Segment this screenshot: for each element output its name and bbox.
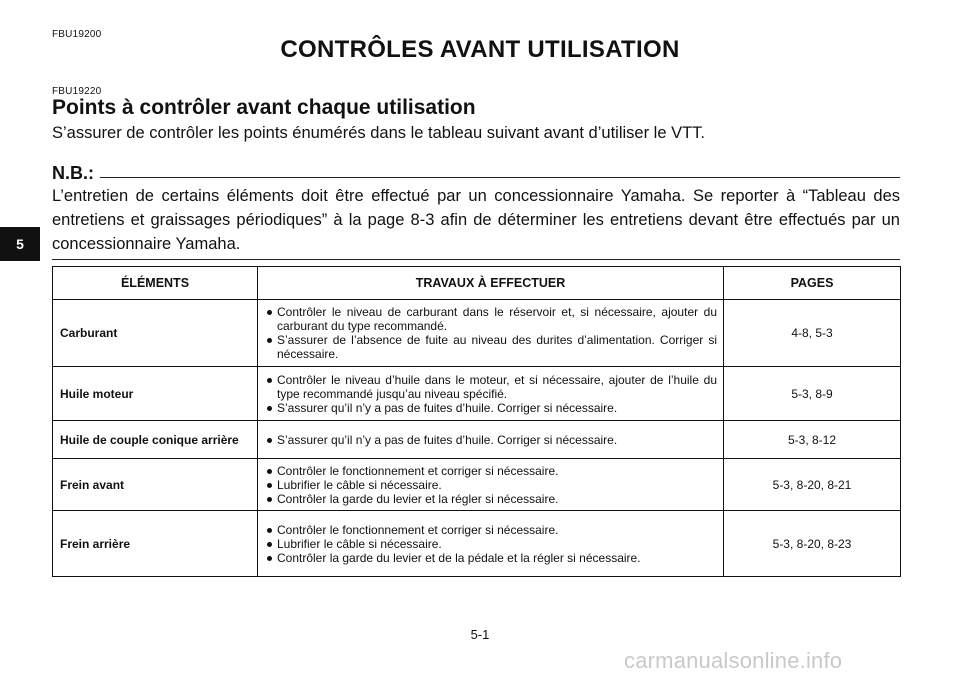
column-header-tasks: TRAVAUX À EFFECTUER — [258, 267, 724, 300]
bullet-icon — [267, 438, 272, 443]
page-number: 5-1 — [470, 627, 490, 642]
tasks-cell — [258, 367, 724, 421]
note-bottom-rule — [52, 259, 900, 260]
document-code: FBU19200 — [52, 29, 102, 40]
note-top-rule — [100, 177, 900, 178]
tasks-cell — [258, 511, 724, 577]
bullet-icon — [267, 310, 272, 315]
column-header-pages: PAGES — [724, 267, 901, 300]
pages-cell: 5-3, 8-9 — [724, 367, 901, 421]
bullet-icon — [267, 556, 272, 561]
pages-cell: 5-3, 8-20, 8-21 — [724, 459, 901, 511]
task-item: Lubrifier le câble si nécessaire. — [267, 537, 717, 551]
bullet-icon — [267, 469, 272, 474]
element-cell: Huile de couple conique arrière — [53, 421, 258, 459]
chapter-tab: 5 — [0, 227, 40, 261]
element-cell: Frein avant — [53, 459, 258, 511]
page-title: CONTRÔLES AVANT UTILISATION — [280, 36, 680, 63]
tasks-cell — [258, 300, 724, 367]
task-item: Contrôler la garde du levier et de la pédale et la régler si nécessaire. — [267, 551, 717, 565]
task-item: Contrôler le fonctionnement et corriger si nécessaire. — [267, 523, 717, 537]
bullet-icon — [267, 542, 272, 547]
note-text: L’entretien de certains éléments doit être effectué par un concessionnaire Yamaha. Se reporter à “Tableau des entretiens et graissages périodiques” à la page 8-3 afin de déterminer les entretiens devant être effectués par un concessionnaire Yamaha. — [52, 187, 900, 253]
bullet-icon — [267, 497, 272, 502]
column-header-elements: ÉLÉMENTS — [53, 267, 258, 300]
table-row — [53, 421, 901, 459]
bullet-icon — [267, 528, 272, 533]
task-item: Contrôler le niveau d’huile dans le moteur, et si nécessaire, ajouter de l’huile du type recommandé jusqu’au niveau spécifié. — [267, 373, 717, 401]
table-row — [53, 300, 901, 367]
bullet-icon — [267, 406, 272, 411]
watermark: carmanualsonline.info — [624, 648, 843, 673]
table-header-row — [53, 267, 901, 300]
task-item: Contrôler le niveau de carburant dans le réservoir et, si nécessaire, ajouter du carburant du type recommandé. — [267, 305, 717, 333]
tasks-cell — [258, 459, 724, 511]
pages-cell: 5-3, 8-12 — [724, 421, 901, 459]
task-item: Contrôler le fonctionnement et corriger si nécessaire. — [267, 464, 717, 478]
table-row — [53, 459, 901, 511]
element-cell: Huile moteur — [53, 367, 258, 421]
table-row — [53, 511, 901, 577]
pages-cell: 4-8, 5-3 — [724, 300, 901, 367]
section-title: Points à contrôler avant chaque utilisation — [52, 96, 476, 119]
bullet-icon — [267, 338, 272, 343]
table-row — [53, 367, 901, 421]
section-code: FBU19220 — [52, 86, 102, 97]
task-item: S’assurer qu’il n’y a pas de fuites d’huile. Corriger si nécessaire. — [267, 401, 717, 415]
task-item: Contrôler la garde du levier et la régler si nécessaire. — [267, 492, 717, 506]
task-item: Lubrifier le câble si nécessaire. — [267, 478, 717, 492]
note-label: N.B.: — [52, 163, 94, 183]
task-item: S’assurer qu’il n’y a pas de fuites d’huile. Corriger si nécessaire. — [267, 433, 717, 447]
bullet-icon — [267, 483, 272, 488]
pages-cell: 5-3, 8-20, 8-23 — [724, 511, 901, 577]
element-cell: Carburant — [53, 300, 258, 367]
tasks-cell — [258, 421, 724, 459]
checks-table — [52, 266, 901, 577]
element-cell: Frein arrière — [53, 511, 258, 577]
bullet-icon — [267, 378, 272, 383]
intro-paragraph: S’assurer de contrôler les points énumérés dans le tableau suivant avant d’utiliser le VTT. — [52, 124, 706, 142]
task-item: S’assurer de l’absence de fuite au niveau des durites d’alimentation. Corriger si nécessaire. — [267, 333, 717, 361]
